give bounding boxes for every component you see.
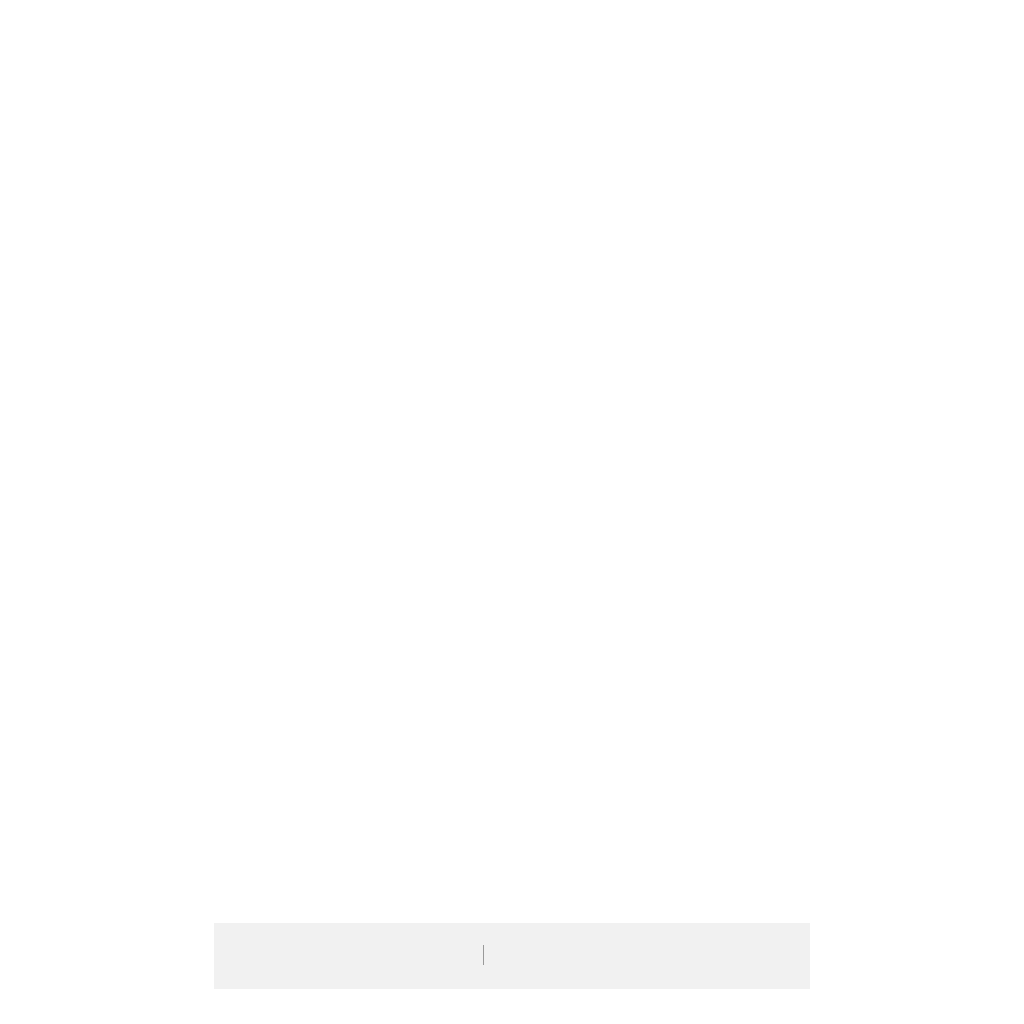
page-footer bbox=[214, 923, 810, 989]
brand-logo bbox=[442, 943, 562, 967]
logo-divider bbox=[483, 945, 484, 965]
